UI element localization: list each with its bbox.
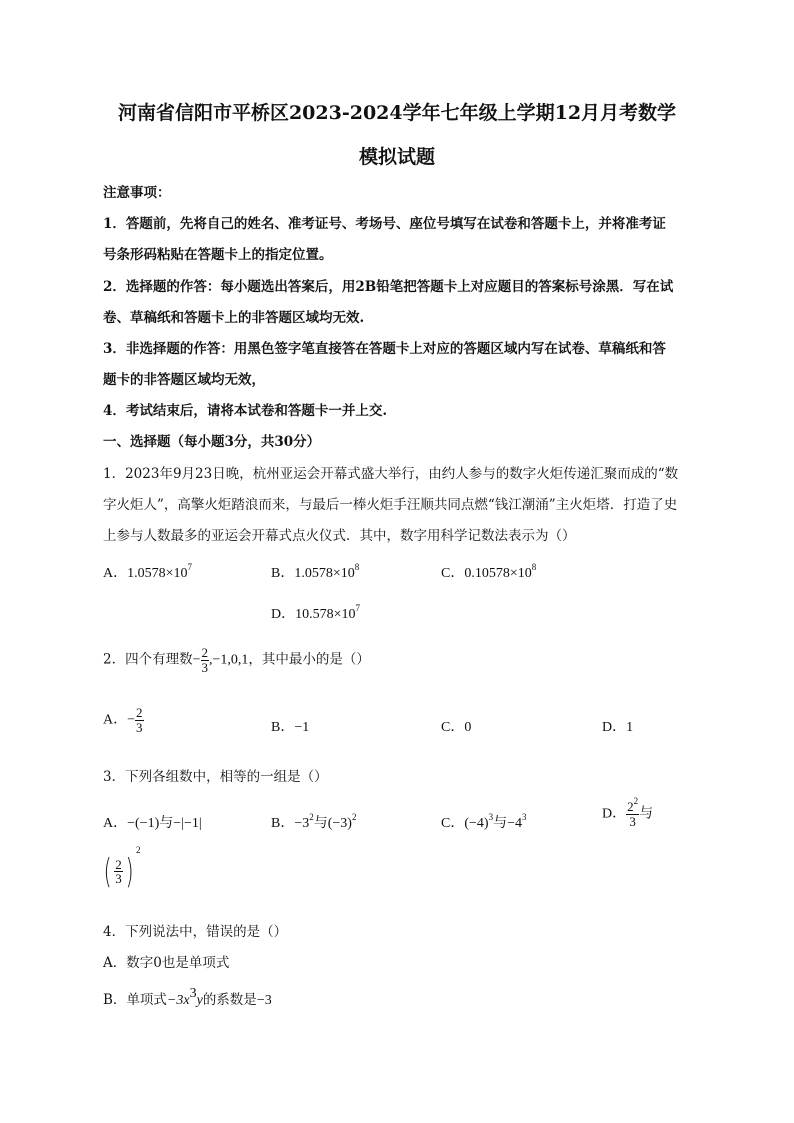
q1-option-c: C．$0.10578\times 10^8$ (441, 562, 537, 581)
q3-option-d-paren-fraction: $\frac{2}{3}$ (115, 856, 122, 887)
note-1-line-1: 1．答题前，先将自己的姓名、准考证号、考场号、座位号填写在试卷和答题卡上，并将准考证 (103, 216, 666, 232)
q4-option-a: A．数字0也是单项式 (103, 955, 230, 971)
notes-heading: 注意事项： (103, 185, 171, 201)
note-3-line-2: 题卡的非答题区域均无效， (103, 372, 265, 388)
q1-stem-line-1: 1．2023年9月23日晚，杭州亚运会开幕式盛大举行，由约人参与的数字火炬传递汇聚而成的“数 (103, 466, 679, 482)
q1-stem-line-3: 上参与人数最多的亚运会开幕式点火仪式．其中，数字用科学记数法表示为（） (103, 528, 576, 544)
note-2-line-2: 卷、草稿纸和答题卡上的非答题区域均无效. (103, 310, 365, 326)
q2-stem-fraction: $\frac{2}{3}$ (201, 645, 208, 675)
q2-option-a-fraction: $\frac{2}{3}$ (136, 705, 143, 735)
note-1-line-2: 号条形码粘贴在答题卡上的指定位置。 (103, 247, 333, 263)
q2-option-a: A．− $\frac{2}{3}$ (103, 705, 143, 735)
q4-stem: 4．下列说法中，错误的是（） (103, 924, 288, 940)
q2-option-b: B．−1 (271, 720, 310, 735)
q1-option-d: D．$10.578\times 10^7$ (271, 603, 361, 622)
q1-stem-line-2: 字火炬人”，高擎火炬踏浪而来，与最后一棒火炬手汪顺共同点燃“钱江潮涌”主火炬塔．打造了史 (103, 497, 678, 513)
q3-option-c: C．$(-4)^3$与$-4^3$ (441, 812, 527, 831)
q1-option-b: B．$1.0578\times 10^8$ (271, 562, 360, 581)
q2-stem: 2．四个有理数− $\frac{2}{3}$ ,−1,0,1，其中最小的是（） (103, 645, 370, 675)
q3-option-d-fraction: $\frac{2^2}{3}$ (627, 796, 639, 829)
q4-option-b: B．单项式$-3x^3y$的系数是−3 (103, 986, 272, 1008)
q1-option-a: A．$1.0578\times 10^7$ (103, 562, 193, 581)
note-3-line-1: 3．非选择题的作答：用黑色签字笔直接答在答题卡上对应的答题区域内写在试卷、草稿纸和答 (103, 341, 666, 357)
note-2-line-1: 2．选择题的作答：每小题选出答案后，用2B铅笔把答题卡上对应题目的答案标号涂黑．写在试 (103, 279, 674, 295)
section-heading: 一、选择题（每小题3分，共30分） (103, 434, 321, 450)
q3-option-d-continued: ( $\frac{2}{3}$ )$^2$ (103, 845, 141, 892)
q2-option-c: C．0 (441, 720, 472, 735)
q3-option-d: D． $\frac{2^2}{3}$ 与 (602, 796, 654, 829)
page-subtitle: 模拟试题 (358, 146, 435, 168)
note-4: 4．考试结束后，请将本试卷和答题卡一并上交. (103, 403, 388, 419)
q3-option-b: B．$-3^2$与$(-3)^2$ (271, 812, 357, 831)
q3-stem: 3．下列各组数中，相等的一组是（） (103, 769, 328, 785)
q3-option-a: A．−(−1)与−|−1| (103, 816, 202, 831)
page-title: 河南省信阳市平桥区2023-2024学年七年级上学期12月月考数学 (117, 102, 677, 124)
q2-option-d: D．1 (602, 720, 634, 735)
